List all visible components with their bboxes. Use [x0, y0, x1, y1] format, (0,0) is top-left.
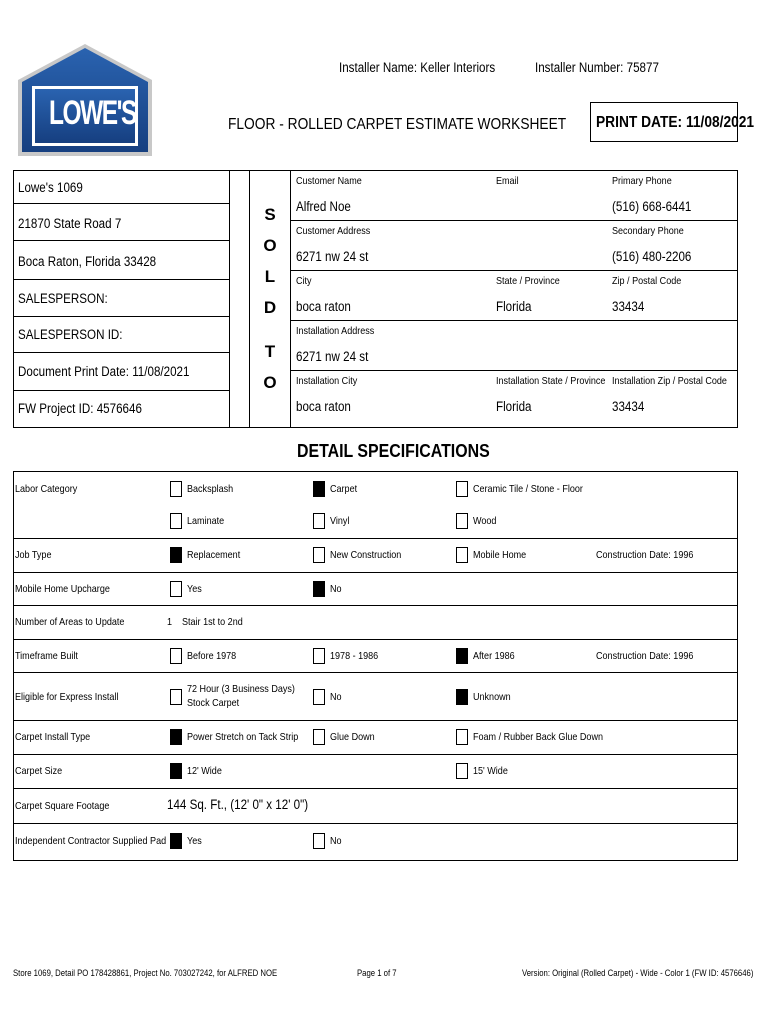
sold-letter: S — [264, 205, 276, 224]
1978-1986-checkbox[interactable] — [313, 648, 325, 664]
state: Florida — [496, 299, 532, 314]
option-label: Before 1978 — [187, 650, 237, 662]
option-label: 12' Wide — [187, 765, 222, 777]
email-label: Email — [496, 175, 519, 187]
option-label: Replacement — [187, 549, 241, 561]
salesperson-id: SALESPERSON ID: — [18, 327, 123, 342]
15-wide-checkbox[interactable] — [456, 763, 468, 779]
store-address-1: 21870 State Road 7 — [18, 216, 122, 231]
option-label: After 1986 — [473, 650, 515, 662]
new-construction-checkbox[interactable] — [313, 547, 325, 563]
option-label: 1978 - 1986 — [330, 650, 379, 662]
power-stretch-checkbox[interactable] — [170, 729, 182, 745]
install-state: Florida — [496, 399, 532, 414]
upcharge-no-checkbox[interactable] — [313, 581, 325, 597]
express-install-label: Eligible for Express Install — [15, 691, 119, 703]
install-address: 6271 nw 24 st — [296, 349, 369, 364]
option-label: New Construction — [330, 549, 402, 561]
after-1986-checkbox[interactable] — [456, 648, 468, 664]
logo-text: LOWE'S — [49, 94, 136, 132]
job-type-label: Job Type — [15, 549, 52, 561]
customer-address: 6271 nw 24 st — [296, 249, 369, 264]
to-letter: O — [263, 373, 277, 392]
12-wide-checkbox[interactable] — [170, 763, 182, 779]
laminate-checkbox[interactable] — [170, 513, 182, 529]
option-label: Unknown — [473, 691, 511, 703]
zip-label: Zip / Postal Code — [612, 275, 682, 287]
wood-checkbox[interactable] — [456, 513, 468, 529]
option-label: Yes — [187, 583, 202, 595]
option-label: No — [330, 835, 342, 847]
page-title: FLOOR - ROLLED CARPET ESTIMATE WORKSHEET — [228, 116, 567, 133]
option-label: No — [330, 691, 342, 703]
carpet-checkbox[interactable] — [313, 481, 325, 497]
option-label: Carpet — [330, 483, 358, 495]
foam-rubber-checkbox[interactable] — [456, 729, 468, 745]
sold-letter: L — [264, 267, 276, 286]
labor-category-label: Labor Category — [15, 483, 78, 495]
option-label: Ceramic Tile / Stone - Floor — [473, 483, 583, 495]
upcharge-yes-checkbox[interactable] — [170, 581, 182, 597]
mobile-home-checkbox[interactable] — [456, 547, 468, 563]
sold-letter: O — [263, 236, 277, 255]
option-label: No — [330, 583, 342, 595]
before-1978-checkbox[interactable] — [170, 648, 182, 664]
installer-number: Installer Number: 75877 — [535, 60, 659, 75]
backsplash-checkbox[interactable] — [170, 481, 182, 497]
pad-label: Independent Contractor Supplied Pad — [15, 835, 167, 847]
footer-left: Store 1069, Detail PO 178428861, Project No. 703027242, for ALFRED NOE — [13, 968, 278, 978]
option-label: Yes — [187, 835, 202, 847]
customer-name-label: Customer Name — [296, 175, 362, 187]
option-label: Power Stretch on Tack Strip — [187, 731, 299, 743]
option-label: 15' Wide — [473, 765, 508, 777]
customer-name: Alfred Noe — [296, 199, 351, 214]
store-address-2: Boca Raton, Florida 33428 — [18, 254, 157, 269]
footer-page-number: Page 1 of 7 — [357, 968, 397, 978]
primary-phone: (516) 668-6441 — [612, 199, 692, 214]
detail-table — [13, 471, 738, 861]
option-label: Wood — [473, 515, 497, 527]
areas-label: Number of Areas to Update — [15, 616, 125, 628]
primary-phone-label: Primary Phone — [612, 175, 672, 187]
install-city-label: Installation City — [296, 375, 358, 387]
install-address-label: Installation Address — [296, 325, 375, 337]
install-state-label: Installation State / Province — [496, 375, 606, 387]
pad-no-checkbox[interactable] — [313, 833, 325, 849]
secondary-phone: (516) 480-2206 — [612, 249, 692, 264]
print-date: PRINT DATE: 11/08/2021 — [596, 114, 755, 131]
option-label: Foam / Rubber Back Glue Down — [473, 731, 603, 743]
ceramic-tile-checkbox[interactable] — [456, 481, 468, 497]
glue-down-checkbox[interactable] — [313, 729, 325, 745]
detail-heading: DETAIL SPECIFICATIONS — [297, 440, 490, 461]
pad-yes-checkbox[interactable] — [170, 833, 182, 849]
customer-address-label: Customer Address — [296, 225, 371, 237]
document-print-date: Document Print Date: 11/08/2021 — [18, 364, 190, 379]
city-label: City — [296, 275, 312, 287]
option-label: 72 Hour (3 Business Days) — [187, 683, 295, 695]
installer-name: Installer Name: Keller Interiors — [339, 60, 496, 75]
install-city: boca raton — [296, 399, 351, 414]
mobile-home-upcharge-label: Mobile Home Upcharge — [15, 583, 110, 595]
express-no-checkbox[interactable] — [313, 689, 325, 705]
lowes-logo — [18, 44, 152, 156]
option-label: Glue Down — [330, 731, 375, 743]
replacement-checkbox[interactable] — [170, 547, 182, 563]
install-type-label: Carpet Install Type — [15, 731, 91, 743]
zip: 33434 — [612, 299, 645, 314]
salesperson: SALESPERSON: — [18, 291, 108, 306]
option-label: Vinyl — [330, 515, 350, 527]
city: boca raton — [296, 299, 351, 314]
store-name: Lowe's 1069 — [18, 180, 83, 195]
areas-value: Stair 1st to 2nd — [182, 616, 243, 628]
fw-project-id: FW Project ID: 4576646 — [18, 401, 142, 416]
option-label: Mobile Home — [473, 549, 527, 561]
areas-count: 1 — [167, 616, 173, 628]
state-label: State / Province — [496, 275, 560, 287]
construction-date: Construction Date: 1996 — [596, 549, 694, 561]
option-label: Backsplash — [187, 483, 234, 495]
option-label: Stock Carpet — [187, 697, 240, 709]
carpet-size-label: Carpet Size — [15, 765, 63, 777]
square-footage-label: Carpet Square Footage — [15, 800, 110, 812]
express-unknown-checkbox[interactable] — [456, 689, 468, 705]
vinyl-checkbox[interactable] — [313, 513, 325, 529]
install-zip: 33434 — [612, 399, 645, 414]
to-letter: T — [264, 342, 276, 361]
footer-version: Version: Original (Rolled Carpet) - Wide - Color 1 (FW ID: 4576646) — [522, 968, 754, 978]
construction-date: Construction Date: 1996 — [596, 650, 694, 662]
square-footage-value: 144 Sq. Ft., (12' 0" x 12' 0") — [167, 797, 309, 812]
secondary-phone-label: Secondary Phone — [612, 225, 684, 237]
timeframe-label: Timeframe Built — [15, 650, 78, 662]
install-zip-label: Installation Zip / Postal Code — [612, 375, 727, 387]
72-hour-checkbox[interactable] — [170, 689, 182, 705]
option-label: Laminate — [187, 515, 225, 527]
sold-letter: D — [263, 298, 277, 317]
